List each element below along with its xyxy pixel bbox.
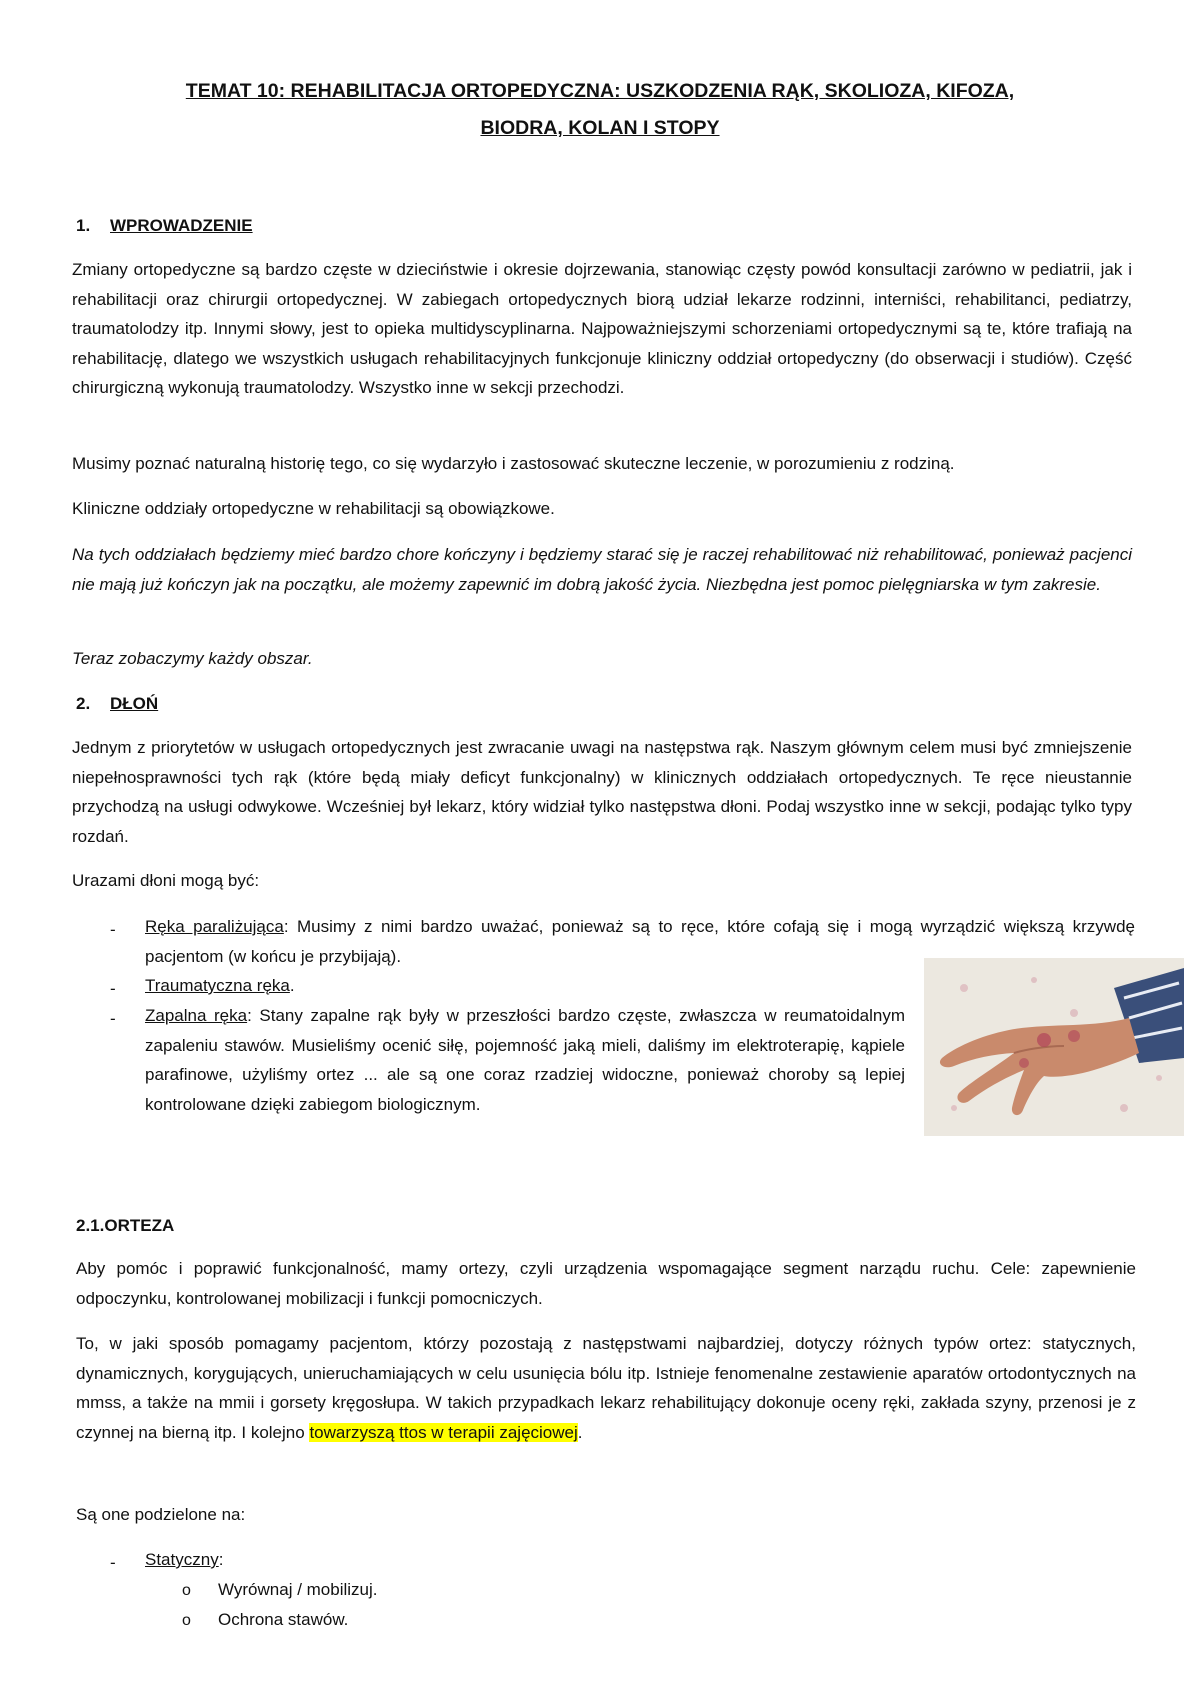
sublist-bullet: o — [182, 1612, 191, 1629]
list-item-text: . — [289, 976, 295, 995]
list-item-term: Ręka paraliżująca — [145, 917, 284, 936]
intro-paragraph-1: Zmiany ortopedyczne są bardzo częste w dzieciństwie i okresie dojrzewania, stanowiąc częsty powód konsultacji zarówno w pediatrii, jak i rehabilitacji oraz chirurgii ortopedycznej. W zabiegach ortopedycznych biorą udział lekarze rodzinni, interniści, rehabilitanci, pediatrzy, traumatolodzy itp. Innymi słowy, jest to opieka multidyscyplinarna. Najpoważniejszymi schorzeniami ortopedycznymi są te, które trafiają na rehabilitację, dlatego we wszystkich usługach rehabilitacyjnych funkcjonuje kliniczny oddział ortopedyczny (do obserwacji i studiów). Część chirurgiczną wykonują traumatolodzy. Wszystko inne w sekcji przechodzi. — [72, 260, 1132, 397]
list-item-traumatic-hand — [145, 971, 905, 1001]
sublist-item-1: Wyrównaj / mobilizuj. — [218, 1580, 378, 1599]
section-1-number: 1. — [76, 216, 91, 235]
list-item-colon: : — [218, 1550, 224, 1569]
intro-paragraph-italic-2: Teraz zobaczymy każdy obszar. — [72, 649, 313, 668]
list-dash: - — [110, 1009, 116, 1028]
list-item-static — [145, 1545, 223, 1575]
list-item-term: Statyczny — [145, 1550, 219, 1569]
orthosis-paragraph-3: Są one podzielone na: — [76, 1505, 246, 1524]
section-2-title: DŁOŃ — [110, 694, 159, 713]
intro-paragraph-3: Kliniczne oddziały ortopedyczne w rehabilitacji są obowiązkowe. — [72, 499, 555, 518]
orthosis-paragraph-1: Aby pomóc i poprawić funkcjonalność, mamy ortezy, czyli urządzenia wspomagające segment narządu ruchu. Cele: zapewnienie odpoczynku, kontrolowanej mobilizacji i funkcji pomocniczych. — [76, 1259, 1136, 1308]
list-item-term: Traumatyczna ręka — [145, 976, 290, 995]
document-title-line-2: BIODRA, KOLAN I STOPY — [480, 117, 720, 139]
orthosis-paragraph-2-text: To, w jaki sposób pomagamy pacjentom, którzy pozostają z następstwami najbardziej, dotyczy różnych typów ortez: statycznych, dynamicznych, korygujących, unieruchamiających w celu usunięcia bólu itp. Istnieje fenomenalne zestawienie aparatów ortodontycznych na mmss, a także na mmii i gorsety kręgosłupa. W takich przypadkach lekarz rehabilitujący dokonuje oceny ręki, zakłada szyny, przenosi je z czynnej na bierną itp. I kolejno — [76, 1334, 1136, 1442]
section-2-number: 2. — [76, 694, 91, 713]
section-1-heading — [76, 216, 253, 236]
document-title-line-1: TEMAT 10: REHABILITACJA ORTOPEDYCZNA: USZKODZENIA RĄK, SKOLIOZA, KIFOZA, — [185, 80, 1015, 102]
hand-paragraph-1: Jednym z priorytetów w usługach ortopedycznych jest zwracanie uwagi na następstwa rąk. Naszym głównym celem musi być zmniejszenie niepełnosprawności tych rąk (które będą miały deficyt funkcjonalny) w klinicznych oddziałach ortopedycznych. Te ręce nieustannie przychodzą na usługi odwykowe. Wcześniej był lekarz, który widział tylko następstwa dłoni. Podaj wszystko inne w sekcji, podając tylko typy rozdań. — [72, 738, 1132, 846]
section-1-title: WPROWADZENIE — [110, 216, 253, 235]
hand-illustration — [924, 958, 1184, 1136]
list-dash: - — [110, 979, 116, 998]
list-dash: - — [110, 920, 116, 939]
list-item-term: Zapalna ręka — [145, 1006, 248, 1025]
highlighted-text: towarzyszą ttos w terapii zajęciowej — [309, 1422, 578, 1442]
sublist-item-2: Ochrona stawów. — [218, 1610, 349, 1629]
sublist-bullet: o — [182, 1582, 191, 1599]
list-item-inflammatory-hand — [145, 1001, 905, 1119]
section-2-heading — [76, 694, 158, 714]
intro-paragraph-italic: Na tych oddziałach będziemy mieć bardzo chore kończyny i będziemy starać się je raczej rehabilitować niż rehabilitować, ponieważ pacjenci nie mają już kończyn jak na początku, ale możemy zapewnić im dobrą jakość życia. Niezbędna jest pomoc pielęgniarska w tym zakresie. — [72, 545, 1132, 594]
inflamed-hand-photo — [924, 958, 1184, 1136]
section-2-1-heading: 2.1.ORTEZA — [76, 1216, 175, 1235]
orthosis-paragraph-2-end: . — [577, 1422, 583, 1442]
intro-paragraph-2: Musimy poznać naturalną historię tego, co się wydarzyło i zastosować skuteczne leczenie, w porozumieniu z rodziną. — [72, 454, 955, 473]
orthosis-paragraph-2 — [76, 1329, 1136, 1447]
list-item-text: : Stany zapalne rąk były w przeszłości bardzo częste, zwłaszcza w reumatoidalnym zapaleniu stawów. Musieliśmy ocenić siłę, pojemność jaką mieli, daliśmy im elektroterapię, kąpiele parafinowe, użyliśmy ortez ... ale są one coraz rzadziej widoczne, ponieważ choroby są lepiej kontrolowane dzięki zabiegom biologicznym. — [145, 1006, 905, 1114]
hand-paragraph-2: Urazami dłoni mogą być: — [72, 871, 260, 890]
list-dash: - — [110, 1553, 116, 1572]
list-item-text: : Musimy z nimi bardzo uważać, ponieważ są to ręce, które cofają się i mogą wyrządzić większą krzywdę pacjentom (w końcu je przybijają). — [145, 917, 1135, 966]
